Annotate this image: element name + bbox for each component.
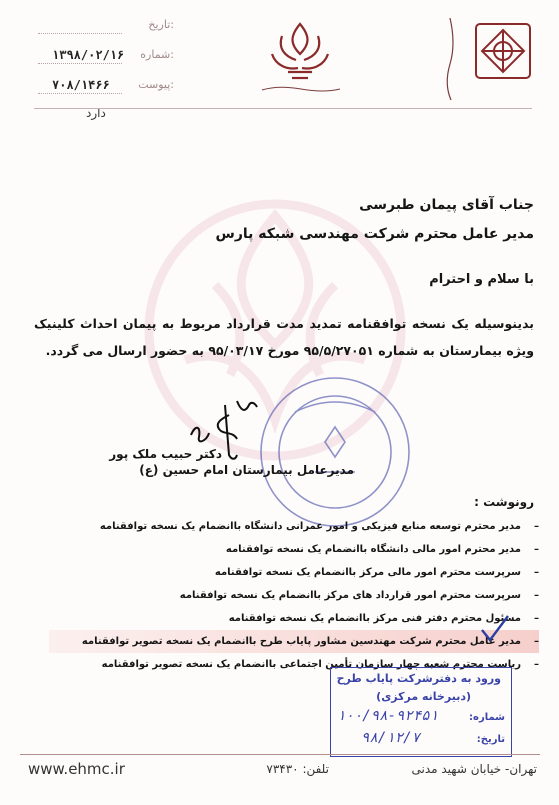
- number-row: [30, 48, 180, 68]
- receipt-number-value: ۱۰۰/۹۸-۹۲۴۵۱: [337, 708, 439, 724]
- cc-item: – سرپرست محترم امور قرارداد های مرکز باانضمام یک نسخه توافقنامه: [179, 590, 539, 601]
- number-value: ۱۳۹۸/۰۲/۱۶: [52, 48, 125, 62]
- date-label: تاریخ:: [148, 18, 174, 31]
- footer-address: تهران- خیابان شهید مدنی: [411, 762, 537, 776]
- header-divider: [34, 108, 532, 109]
- round-seal-stamp-icon: [255, 372, 415, 532]
- cc-list: [49, 515, 539, 676]
- letter-meta: [30, 10, 180, 100]
- attachment-row: [30, 78, 180, 98]
- attachment-value: ۷۰۸/۱۴۶۶: [52, 78, 110, 92]
- receipt-stamp: [330, 667, 512, 757]
- cc-item: – سرپرست محترم امور مالی مرکز باانضمام یک نسخه توافقنامه: [214, 567, 539, 578]
- number-label: شماره:: [140, 48, 174, 61]
- cc-item: – ریاست محترم شعبه چهار سازمان تأمین اجتماعی باانضمام یک نسخه تصویر توافقنامه: [101, 659, 539, 670]
- signer-name: دکتر حبیب ملک پور: [109, 447, 222, 461]
- addressee-title: مدیر عامل محترم شرکت مهندسی شبکه پارس: [215, 226, 534, 242]
- footer-phone: [266, 762, 329, 776]
- date-row: [30, 18, 180, 38]
- footer-website-link[interactable]: www.ehmc.ir: [28, 760, 125, 778]
- receipt-stamp-subtitle: (دبیرخانه مرکزی): [376, 690, 471, 703]
- cc-heading: رونوشت :: [474, 495, 534, 509]
- cc-item: – مدیر محترم امور مالی دانشگاه باانضمام یک نسخه توافقنامه: [225, 544, 539, 555]
- signer-title: مدیرعامل بیمارستان امام حسین (ع): [139, 463, 354, 477]
- phone-value: ۷۳۴۳۰: [266, 762, 299, 776]
- greeting: با سلام و احترام: [429, 272, 534, 287]
- attachment-note: دارد: [86, 106, 106, 120]
- phone-label: تلفن:: [302, 762, 329, 776]
- cc-item: – مدیر محترم توسعه منابع فیزیکی و امور عمرانی دانشگاه باانضمام یک نسخه توافقنامه: [99, 521, 539, 532]
- receipt-date-value: ۹۸/۱۲/۷: [361, 730, 421, 746]
- cc-item-highlighted: – مدیر عامل محترم شرکت مهندسین مشاور پایاب طرح باانضمام یک نسخه تصویر توافقنامه: [49, 630, 539, 653]
- receipt-stamp-title: ورود به دفترشرکت پایاب طرح: [336, 672, 501, 685]
- footer-divider: [20, 754, 540, 755]
- checkmark-icon: [478, 612, 512, 644]
- receipt-date-label: تاریخ:: [476, 734, 505, 745]
- receipt-number-label: شماره:: [469, 712, 505, 723]
- addressee-name: جناب آقای پیمان طبرسی: [359, 197, 534, 213]
- hospital-logo-caption-icon: [258, 84, 344, 96]
- letter-body: بدینوسیله یک نسخه توافقنامه تمدید مدت قرارداد مربوط به پیمان احداث کلینیک ویژه بیمارستان به شماره ۹۵/۵/۲۷۰۵۱ مورخ ۹۵/۰۳/۱۷ به حضور ارسال می گردد.: [34, 316, 534, 358]
- university-name-seal-icon: [440, 14, 462, 104]
- university-logo-icon: [468, 16, 538, 86]
- cc-item: – مسئول محترم دفتر فنی مرکز باانضمام یک نسخه توافقنامه: [228, 613, 539, 624]
- attachment-label: پیوست:: [138, 78, 174, 91]
